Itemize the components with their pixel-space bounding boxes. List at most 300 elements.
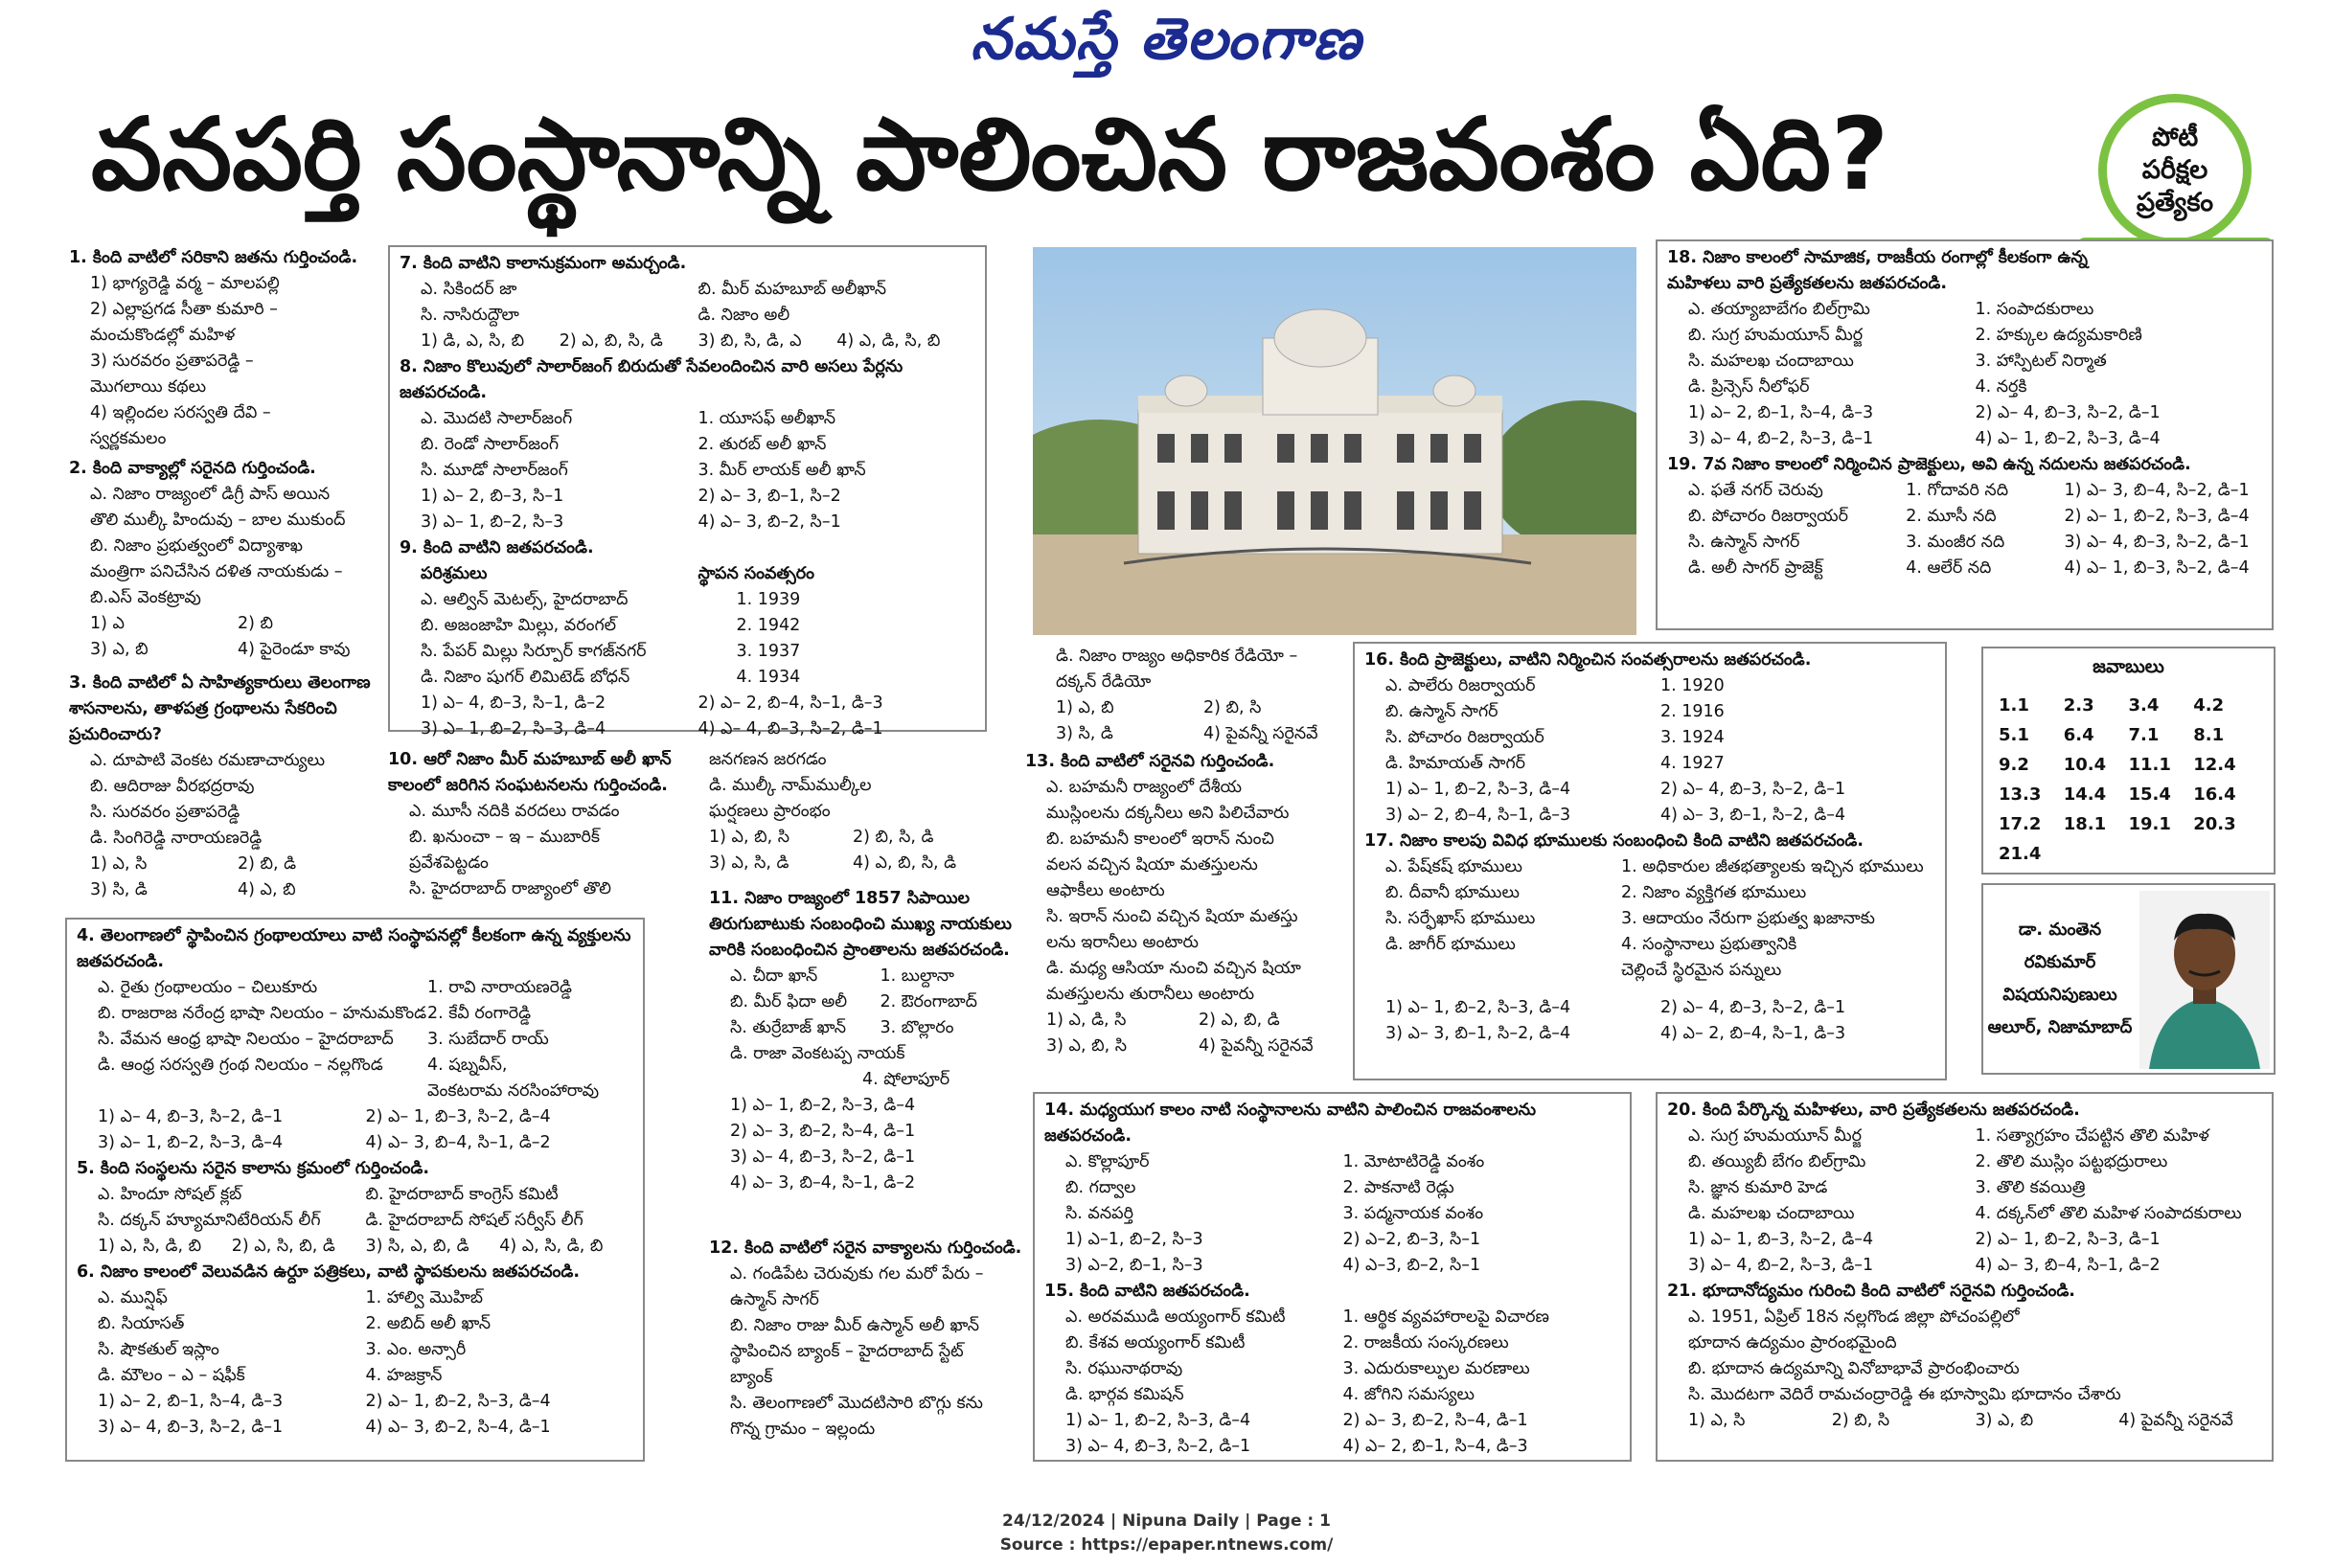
statement: బి. ఆదిరాజు వీరభద్రరావు [90, 777, 255, 796]
author-place: ఆలూర్, నిజామాబాద్ [1987, 1017, 2133, 1037]
option: 1) ఎ– 1, బి–2, సి–3, డి–4 [730, 1096, 916, 1115]
option: 2) బి [238, 614, 274, 633]
option: 2) ఎ– 3, బి–1, సి–2 [698, 487, 841, 506]
answer: 16.4 [2193, 784, 2236, 805]
question-title: 21. భూదానోద్యమం గురించి కింది వాటిలో సరైనవి గుర్తించండి. [1667, 1282, 2075, 1301]
option: 2) ఎ– 4, బి–3, సి–2, డి–1 [1660, 998, 1846, 1017]
item: 2. కేవీ రంగారెడ్డి [427, 1004, 532, 1023]
question-box-4-6 [65, 918, 645, 1462]
item: 3. సుబేదార్ రాయ్ [427, 1030, 549, 1049]
statement: ఎ. 1951, ఏప్రిల్ 18న నల్లగొండ జిల్లా పోచంపల్లిలో [1688, 1307, 2020, 1327]
item: బి. పోచారం రిజర్వాయర్ [1688, 507, 1849, 526]
statement: డి. సింగిరెడ్డి నారాయణరెడ్డి [90, 829, 263, 848]
footer-date: 24/12/2024 | Nipuna Daily | Page : 1 [1002, 1511, 1331, 1531]
statement: సి. ఇరాన్ నుంచి వచ్చిన షియా మతస్తు [1046, 907, 1298, 926]
item: 2. అబిద్ అలీ ఖాన్ [365, 1314, 492, 1333]
question-title: 5. కింది సంస్థలను సరైన కాలాను క్రమంలో గుర్తించండి. [77, 1159, 429, 1178]
item: సి. తుర్రేబాజ్ ఖాన్ [730, 1018, 847, 1037]
item: 3. మీర్ లాయక్ అలీ ఖాన్ [698, 461, 866, 480]
item: 2. తురబ్ అలీ ఖాన్ [698, 435, 827, 454]
author-role: విషయనిపుణులు [2002, 985, 2117, 1005]
answer: 13.3 [1999, 784, 2042, 805]
item: డి. హైదరాబాద్ సోషల్ సర్వీస్ లీగ్ [365, 1211, 583, 1230]
option: 4) ఎ– 3, బి–4, సి–1, డి–2 [365, 1133, 551, 1152]
answer: 11.1 [2128, 755, 2171, 775]
item: 3. తొలి కవయిత్రి [1975, 1178, 2086, 1197]
badge-line: పోటీ [2151, 123, 2199, 152]
question-title: 17. నిజాం కాలపు వివిధ భూములకు సంబంధించి కింది వాటిని జతపరచండి. [1364, 831, 1864, 851]
answer: 5.1 [1999, 725, 2029, 745]
option: 3) ఎ, బి, సి [1046, 1036, 1127, 1056]
item [98, 1079, 427, 1104]
item: 1. ఆర్థిక వ్యవహారాలపై విచారణ [1342, 1307, 1549, 1327]
question-title: 16. కింది ప్రాజెక్టులు, వాటిని నిర్మించిన సంవత్సరాలను జతపరచండి. [1364, 650, 1812, 670]
item: ఎ. పాలేరు రిజర్వాయర్ [1385, 676, 1536, 695]
item: డి. నిజాం అలీ [698, 306, 790, 325]
answer: 17.2 [1999, 814, 2042, 834]
option: 4) ఎ– 3, బి–2, సి–4, డి–1 [365, 1418, 551, 1437]
item: ఎ. కొల్లాపూర్ [1065, 1152, 1150, 1171]
item: 1. యూసఫ్ అలీఖాన్ [698, 409, 836, 428]
option: 2) బి, సి [1203, 698, 1262, 717]
item: సి. ఉస్మాన్ సాగర్ [1688, 533, 1800, 552]
item: 2. మూసీ నది [1906, 507, 1997, 526]
option: 1) ఎ, సి [1688, 1411, 1746, 1430]
item [1385, 958, 1621, 984]
statement: జనగణన జరగడం [709, 750, 827, 769]
question-title: 3. కింది వాటిలో ఏ సాహిత్యకారులు తెలంగాణ శాసనాలను, తాళపత్ర గ్రంథాలను సేకరించి ప్రచురించారు? [69, 673, 371, 744]
item: 1. 1920 [1660, 676, 1725, 695]
question-title: 2. కింది వాక్యాల్లో సరైనది గుర్తించండి. [69, 459, 316, 478]
option: 3) ఎ– 1, బి–2, సి–3 [421, 512, 564, 532]
option: 2) ఎ– 1, బి–3, సి–2, డి–4 [365, 1107, 551, 1126]
item: డి. మహలఖ చందాబాయి [1688, 1204, 1855, 1223]
masthead: నమస్తే తెలంగాణ [970, 6, 1363, 73]
statement: బి. ఖనుంచా – ఇ – ముబారిక్ [409, 828, 600, 847]
item: 1. 1939 [736, 590, 801, 609]
item: 4. నర్తకి [1975, 377, 2027, 397]
option: 3) సి, డి [90, 880, 148, 899]
statement: సి. తెలంగాణలో మొదటిసారి బొగ్గు కను [730, 1394, 983, 1413]
item: 3. హాస్పిటల్ నిర్మాత [1975, 352, 2107, 371]
statement: ఆఫాకీలు అంటారు [1046, 881, 1165, 900]
item: బి. సుగ్ర హుమయూన్ మీర్జ [1688, 326, 1864, 345]
item: 1. అధికారుల జీతభత్యాలకు ఇచ్చిన భూములు [1621, 857, 1924, 876]
item: 2. నిజాం వ్యక్తిగత భూములు [1621, 883, 1807, 902]
item: డి. మౌలం – ఎ – షఫీక్ [98, 1366, 245, 1385]
option: 2) ఎల్లాప్రగడ సీతా కుమారి – [90, 300, 278, 319]
question-3 [69, 670, 385, 903]
statement: గొన్న గ్రామం – ఇల్లందు [730, 1420, 876, 1439]
answer: 18.1 [2063, 814, 2107, 834]
item: సి. రఘునాథరావు [1065, 1359, 1183, 1378]
option: 2) బి, డి [238, 854, 297, 874]
statement: స్థాపించిన బ్యాంక్ – హైదరాబాద్ స్టేట్ [730, 1342, 964, 1361]
item: 1. గోదావరి నది [1906, 481, 2009, 500]
option: 4) ఎ, డి, సి, బి [836, 331, 941, 351]
option: 3) ఎ, బి [1975, 1411, 2034, 1430]
item: 1. రావి నారాయణరెడ్డి [427, 978, 572, 997]
question-title: 11. నిజాం రాజ్యంలో 1857 సిపాయిల తిరుగుబాటుకు సంబంధించి ముఖ్య నాయకులు వారికి సంబంధించిన ప్రాంతాలను జతపరచండి. [709, 889, 1012, 960]
item: ఎ. సుగ్ర హుమయూన్ మీర్జ [1688, 1126, 1863, 1146]
statement: డి. ముల్కీ నామ్‌ముల్కీల [709, 776, 872, 795]
item: 3. 1924 [1660, 728, 1725, 747]
item: వెంకటరామ నరసింహారావు [427, 1081, 600, 1101]
statement: ప్రవేశపెట్టడం [409, 853, 489, 873]
answer: 4.2 [2193, 695, 2225, 716]
item: డి. అలీ సాగర్ ప్రాజెక్ట్ [1688, 558, 1823, 578]
option: 1) ఎ– 2, బి–3, సి–1 [421, 487, 564, 506]
item: 4. సంస్థానాలు ప్రభుత్వానికి [1621, 935, 1797, 954]
item: 4. 1934 [736, 668, 801, 687]
question-title: 9. కింది వాటిని జతపరచండి. [400, 538, 594, 557]
statement: మతస్తులను తురానీలు అంటారు [1046, 985, 1255, 1004]
option: 4) ఎ, బి [238, 880, 296, 899]
item: 1. సత్యాగ్రహం చేపట్టిన తొలి మహిళ [1975, 1126, 2209, 1146]
item: సి. సర్ఫేఖాస్ భూములు [1385, 909, 1536, 928]
statement: ఎ. మూసీ నదికి వరదలు రావడం [409, 802, 620, 821]
author-avatar [2139, 891, 2270, 1069]
option: 4) ఎ– 2, బి–1, సి–4, డి–3 [1342, 1437, 1528, 1456]
question-title: 13. కింది వాటిలో సరైనవి గుర్తించండి. [1025, 752, 1275, 771]
answers-box [1981, 647, 2276, 875]
question-2 [69, 456, 385, 663]
statement: బి. నిజాం రాజు మీర్ ఉస్మాన్ అలీ ఖాన్ [730, 1316, 979, 1335]
answer: 12.4 [2193, 755, 2236, 775]
statement: వలస వచ్చిన షియా మతస్తులను [1046, 855, 1258, 875]
item: 4. దక్కన్‌లో తొలి మహిళ సంపాదకురాలు [1975, 1204, 2242, 1223]
vanaparthy-palace-image [1033, 247, 1636, 635]
option: 3) సురవరం ప్రతాపరెడ్డి – [90, 352, 254, 371]
statement: ఉస్మాన్ సాగర్ [730, 1290, 819, 1309]
column-header: స్థాపన సంవత్సరం [698, 564, 815, 583]
statement: బ్యాంక్ [730, 1368, 773, 1387]
item: 3. మంజీర నది [1906, 533, 2005, 552]
question-title: 4. తెలంగాణలో స్థాపించిన గ్రంథాలయాలు వాటి సంస్థాపనల్లో కీలకంగా ఉన్న వ్యక్తులను జతపరచండి. [77, 926, 631, 971]
option: 1) ఎ, సి, డి, బి [98, 1237, 202, 1256]
item: డి. ప్రిన్సెస్ నీలోఫర్ [1688, 377, 1810, 397]
answers-title: జవాబులు [2093, 656, 2164, 677]
answer: 8.1 [2193, 725, 2225, 745]
option: 3) ఎ– 2, బి–4, సి–1, డి–3 [1385, 806, 1571, 825]
option: 3) ఎ–2, బి–1, సి–3 [1065, 1256, 1203, 1275]
item: 2. రాజకీయ సంస్కరణలు [1342, 1333, 1509, 1352]
statement: బి. బహమనీ కాలంలో ఇరాన్ నుంచి [1046, 829, 1274, 849]
option: 3) ఎ– 4, బి–2, సి–3, డి–1 [1688, 1256, 1874, 1275]
answer: 19.1 [2128, 814, 2171, 834]
answer: 15.4 [2128, 784, 2171, 805]
statement: ఎ. నిజాం రాజ్యంలో డిగ్రీ పాస్ అయిన [90, 485, 331, 504]
option: 1) ఎ– 1, బి–2, సి–3, డి–4 [1385, 998, 1571, 1017]
footer-source[interactable]: Source : https://epaper.ntnews.com/ [999, 1535, 1334, 1555]
option: 4) ఎ– 4, బి–3, సి–2, డి–1 [698, 719, 883, 739]
option: 4) ఎ– 3, బి–1, సి–2, డి–4 [1660, 806, 1846, 825]
option: 1) డి, ఎ, సి, బి [421, 331, 525, 351]
palace-photo [1033, 247, 1636, 635]
statement: తొలి ముల్కీ హిందువు – బాల ముకుంద్ [90, 511, 346, 530]
option: 3) సి, ఎ, బి, డి [365, 1237, 469, 1256]
option: 4) ఎ– 1, బి–3, సి–2, డి–4 [2064, 558, 2250, 578]
option: 4) ఎ– 1, బి–2, సి–3, డి–4 [1975, 429, 2161, 448]
answer: 6.4 [2063, 725, 2094, 745]
question-title: 20. కింది పేర్కొన్న మహిళలు, వారి ప్రత్యేకతలను జతపరచండి. [1667, 1101, 2080, 1120]
statement: లను ఇరానీలు అంటారు [1046, 933, 1199, 952]
option: 2) ఎ, బి, డి [1199, 1011, 1280, 1030]
statement: బి. భూదాన ఉద్యమాన్ని వినోబాభావే ప్రారంభించారు [1688, 1359, 2020, 1378]
option: 2) ఎ– 4, బి–3, సి–2, డి–1 [1975, 403, 2161, 422]
option: 1) ఎ– 4, బి–3, సి–1, డి–2 [421, 693, 606, 713]
answer: 3.4 [2128, 695, 2160, 716]
item: సి. పోచారం రిజర్వాయర్ [1385, 728, 1544, 747]
option: 3) ఎ– 1, బి–2, సి–3, డి–4 [98, 1133, 284, 1152]
option: 1) ఎ [90, 614, 125, 633]
item: ఎ. సికిందర్ జా [421, 280, 517, 299]
question-title: 1. కింది వాటిలో సరికాని జతను గుర్తించండి. [69, 248, 358, 267]
option: స్వర్ణకమలం [90, 429, 167, 448]
badge-line: పరీక్షల [2141, 155, 2208, 185]
statement: ఎ. దూపాటి వెంకట రమణాచార్యులు [90, 751, 326, 770]
item: బి. రాజరాజ నరేంద్ర భాషా నిలయం – హనుమకొండ [98, 1004, 427, 1023]
option: 3) ఎ– 1, బి–2, సి–3, డి–4 [421, 719, 606, 739]
option: 2) ఎ– 4, బి–3, సి–2, డి–1 [1660, 780, 1846, 799]
special-badge [2098, 94, 2252, 247]
answer: 2.3 [2063, 695, 2094, 716]
item: 3. బొల్లారం [880, 1018, 954, 1037]
item: 2. 1942 [736, 616, 801, 635]
item: 1. సంపాదకురాలు [1975, 300, 2094, 319]
item: 4. ఆలేర్ నది [1906, 558, 1992, 578]
option: మొగలాయి కథలు [90, 377, 207, 397]
item: 3. ఎదురుకాల్పుల మరణాలు [1342, 1359, 1530, 1378]
option: 3) ఎ– 3, బి–1, సి–2, డి–4 [1385, 1024, 1571, 1043]
item: సి. పేపర్ మిల్లు సిర్పూర్ కాగజ్‌నగర్ [421, 642, 647, 661]
option: 4) ఎ, సి, డి, బి [499, 1237, 604, 1256]
option: 1) ఎ, డి, సి [1046, 1011, 1127, 1030]
item: 4. 1927 [1660, 754, 1725, 773]
option: 1) భాగ్యరెడ్డి వర్మ – మాలపల్లి [90, 274, 280, 293]
item: 2. పాకనాటి రెడ్లు [1342, 1178, 1454, 1197]
question-10-cont [709, 747, 996, 876]
item: డి. ఆంధ్ర సరస్వతి గ్రంథ నిలయం – నల్లగొండ [98, 1056, 383, 1075]
author-box [1981, 883, 2276, 1075]
option: 4) ఇల్లిందల సరస్వతి దేవి – [90, 403, 271, 422]
option: 2) ఎ, సి, బి, డి [231, 1237, 335, 1256]
item: సి. దక్కన్ హ్యూమానిటేరియన్ లీగ్ [98, 1211, 321, 1230]
item: బి. గద్వాల [1065, 1178, 1136, 1197]
question-box-20-21 [1656, 1092, 2274, 1462]
answer: 1.1 [1999, 695, 2029, 716]
question-title: 6. నిజాం కాలంలో వెలువడిన ఉర్దూ పత్రికలు, వాటి స్థాపకులను జతపరచండి. [77, 1262, 581, 1282]
option: 1) ఎ– 4, బి–3, సి–2, డి–1 [98, 1107, 284, 1126]
option: 1) ఎ– 1, బి–3, సి–2, డి–4 [1688, 1230, 1874, 1249]
item: 1. మోటాటిరెడ్డి వంశం [1342, 1152, 1485, 1171]
statement: భూదాన ఉద్యమం ప్రారంభమైంది [1688, 1333, 1897, 1352]
question-title: 8. నిజాం కొలువులో సాలార్‌జంగ్ బిరుదుతో సేవలందించిన వారి అసలు పేర్లను జతపరచండి. [400, 357, 903, 402]
item: బి. ఉస్మాన్ సాగర్ [1385, 702, 1498, 721]
item: బి. కేశవ అయ్యంగార్ కమిటీ [1065, 1333, 1246, 1352]
option: 3) ఎ– 4, బి–3, సి–2, డి–1 [1065, 1437, 1251, 1456]
author-name: రవికుమార్ [2024, 952, 2096, 972]
item: చెల్లించే స్థిరమైన పన్నులు [1621, 961, 1782, 980]
item: ఎ. తయ్యాబాబేగం బిల్‌గ్రామి [1688, 300, 1870, 319]
option: 1) ఎ, బి [1056, 698, 1114, 717]
item: ఎ. ఆల్విన్ మెటల్స్, హైదరాబాద్ [421, 590, 629, 609]
item: డి. రాజా వెంకటప్ప నాయక్ [730, 1044, 905, 1063]
question-13 [1025, 749, 1351, 1059]
question-box-16-17 [1353, 642, 1947, 1080]
option: 2) ఎ–2, బి–3, సి–1 [1342, 1230, 1481, 1249]
item: 3. ఎం. అన్సారీ [365, 1340, 467, 1359]
option: 2) బి, సి [1831, 1411, 1890, 1430]
question-title: 19. 7వ నిజాం కాలంలో నిర్మించిన ప్రాజెక్టులు, అవి ఉన్న నదులను జతపరచండి. [1667, 455, 2191, 474]
statement: సి. సురవరం ప్రతాపరెడ్డి [90, 803, 240, 822]
option: 4) పైవన్నీ సరైనవే [1199, 1036, 1314, 1056]
item: ఎ. చీదా ఖాన్ [730, 966, 818, 986]
answer: 14.4 [2063, 784, 2107, 805]
option: 3) సి, డి [1056, 724, 1113, 743]
question-title: 7. కింది వాటిని కాలానుక్రమంగా అమర్చండి. [400, 254, 687, 273]
option: 3) ఎ– 4, బి–3, సి–2, డి–1 [98, 1418, 284, 1437]
option: 4) ఎ– 3, బి–4, సి–1, డి–2 [730, 1173, 916, 1193]
badge-line: ప్రత్యేకం [2136, 188, 2214, 217]
question-12 [709, 1236, 1030, 1443]
statement: బి.ఎస్ వెంకట్రావు [90, 588, 201, 607]
item: 1. బుల్దానా [880, 966, 954, 986]
option: 3) ఎ– 4, బి–3, సి–2, డి–1 [2064, 533, 2250, 552]
item: 1. హాల్వి మొహిబ్ [365, 1288, 484, 1307]
question-title: 18. నిజాం కాలంలో సామాజిక, రాజకీయ రంగాల్లో కీలకంగా ఉన్న మహిళలు వారి ప్రత్యేకతలను జతపరచండి. [1667, 248, 2088, 293]
question-1 [69, 245, 385, 452]
item: 2. హక్కుల ఉద్యమకారిణి [1975, 326, 2142, 345]
item: బి. రెండో సాలార్‌జంగ్ [421, 435, 560, 454]
option: మంచుకొండల్లో మహిళ [90, 326, 236, 345]
author-name: డా. మంతెన [2018, 920, 2102, 940]
option: 2) ఎ– 3, బి–2, సి–4, డి–1 [730, 1122, 916, 1141]
item: సి. జ్ఞాన కుమారి హెడ [1688, 1178, 1828, 1197]
item: 3. 1937 [736, 642, 801, 661]
question-title: 12. కింది వాటిలో సరైన వాక్యాలను గుర్తించండి. [709, 1238, 1022, 1258]
option: 4) పైరెండూ కావు [238, 640, 351, 659]
statement: ముస్లింలను దక్కనీలు అని పిలిచేవారు [1046, 804, 1290, 823]
option: 2) ఎ– 1, బి–2, సి–3, డి–1 [1975, 1230, 2161, 1249]
item: సి. మహలఖ చందాబాయి [1688, 352, 1854, 371]
option: 2) ఎ, బి, సి, డి [559, 331, 663, 351]
item: 4. హజక్రాన్ [365, 1366, 443, 1385]
item: ఎ. మున్షిఫ్ [98, 1288, 168, 1307]
option: 3) ఎ, బి [90, 640, 149, 659]
item: బి. తయ్యిబీ బేగం బిల్‌గ్రామి [1688, 1152, 1866, 1171]
statement: ఘర్షణలు ప్రారంభం [709, 802, 831, 821]
item: 2. 1916 [1660, 702, 1725, 721]
item: 2. ఔరంగాబాద్ [880, 992, 978, 1011]
answer: 10.4 [2063, 755, 2107, 775]
item: సి. వేమన ఆంధ్ర భాషా నిలయం – హైదరాబాద్ [98, 1030, 394, 1049]
option: 4) ఎ– 3, బి–4, సి–1, డి–2 [1975, 1256, 2161, 1275]
option: 2) బి, సి, డి [853, 828, 934, 847]
item: డి. జాగీర్ భూములు [1385, 935, 1516, 954]
item: ఎ. పేష్‌కష్ భూములు [1385, 857, 1522, 876]
item: బి. మీర్ ఫిదా అలీ [730, 992, 848, 1011]
option: 2) ఎ– 1, బి–2, సి–3, డి–4 [365, 1392, 551, 1411]
item: బి. మీర్ మహబూబ్ అలీఖాన్ [698, 280, 886, 299]
statement: సి. హైదరాబాద్ రాజ్యాంలో తొలి [409, 879, 611, 898]
option: 1) ఎ– 1, బి–2, సి–3, డి–4 [1385, 780, 1571, 799]
option: 1) ఎ– 3, బి–4, సి–2, డి–1 [2064, 481, 2250, 500]
question-10 [388, 747, 704, 902]
item: ఎ. ఫతే నగర్ చెరువు [1688, 481, 1823, 500]
answers-grid [1983, 682, 2274, 877]
item: బి. దీవానీ భూములు [1385, 883, 1520, 902]
question-12-cont [1035, 644, 1351, 747]
option: 1) ఎ, బి, సి [709, 828, 789, 847]
question-title: 14. మధ్యయుగ కాలం నాటి సంస్థానాలను వాటిని పాలించిన రాజవంశాలను జతపరచండి. [1044, 1101, 1537, 1146]
question-title: 10. ఆరో నిజాం మీర్ మహబూబ్ అలీ ఖాన్ కాలంలో జరిగిన సంఘటనలను గుర్తించండి. [388, 750, 672, 795]
headline: వనపర్తి సంస్థానాన్ని పాలించిన రాజవంశం ఏది? [91, 96, 1889, 213]
item: డి. నిజాం షుగర్ లిమిటెడ్ బోధన్ [421, 668, 630, 687]
statement: మంత్రిగా పనిచేసిన దళిత నాయకుడు – [90, 562, 343, 581]
item: ఎ. అరవముడి అయ్యంగార్ కమిటీ [1065, 1307, 1286, 1327]
statement: బి. నిజాం ప్రభుత్వంలో విద్యాశాఖ [90, 536, 303, 556]
answer: 21.4 [1999, 844, 2042, 864]
option: 2) ఎ– 3, బి–2, సి–4, డి–1 [1342, 1411, 1528, 1430]
option: 3) ఎ– 4, బి–2, సి–3, డి–1 [1688, 429, 1874, 448]
item: డి. భార్గవ కమిషన్ [1065, 1385, 1184, 1404]
answer: 9.2 [1999, 755, 2029, 775]
statement: సి. మొదటగా వెదిరే రామచంద్రారెడ్డి ఈ భూస్వామి భూదానం చేశారు [1688, 1385, 2121, 1404]
item: సి. వనపర్తి [1065, 1204, 1133, 1223]
option: 4) ఎ, బి, సి, డి [853, 853, 957, 873]
option: 4) పైవన్నీ సరైనవే [2118, 1411, 2233, 1430]
item: సి. నాసిరుద్దౌలా [421, 306, 519, 325]
question-box-7-9 [388, 245, 987, 739]
question-title: 15. కింది వాటిని జతపరచండి. [1044, 1282, 1250, 1301]
option: 3) ఎ– 4, బి–3, సి–2, డి–1 [730, 1148, 916, 1167]
option: 4) పైవన్నీ సరైనవే [1203, 724, 1318, 743]
option: 3) బి, సి, డి, ఎ [698, 331, 802, 351]
statement: దక్కన్ రేడియో [1056, 672, 1152, 692]
item: 3. ఆదాయం నేరుగా ప్రభుత్వ ఖజానాకు [1621, 909, 1875, 928]
item: బి. హైదరాబాద్ కాంగ్రెస్ కమిటీ [365, 1185, 559, 1204]
item: 3. పద్మనాయక వంశం [1342, 1204, 1484, 1223]
option: 1) ఎ, సి [90, 854, 148, 874]
option: 3) ఎ, సి, డి [709, 853, 789, 873]
item: 4. షోలాపూర్ [862, 1070, 950, 1089]
option: 1) ఎ– 1, బి–2, సి–3, డి–4 [1065, 1411, 1251, 1430]
option: 1) ఎ– 2, బి–1, సి–4, డి–3 [98, 1392, 284, 1411]
option: 2) ఎ– 2, బి–4, సి–1, డి–3 [698, 693, 883, 713]
answer: 7.1 [2128, 725, 2160, 745]
item: బి. సియాసత్ [98, 1314, 185, 1333]
statement: ఎ. బహమనీ రాజ్యంలో దేశీయ [1046, 778, 1243, 797]
item: ఎ. రైతు గ్రంథాలయం – చిలుకూరు [98, 978, 318, 997]
item: ఎ. మొదటి సాలార్‌జంగ్ [421, 409, 573, 428]
statement: డి. నిజాం రాజ్యం అధికారిక రేడియో – [1056, 647, 1298, 666]
statement: ఎ. గండిపేట చెరువుకు గల మరో పేరు – [730, 1264, 984, 1284]
item: 4. జోగిని సమస్యలు [1342, 1385, 1475, 1404]
option: 1) ఎ–1, బి–2, సి–3 [1065, 1230, 1203, 1249]
item: 2. తొలి ముస్లిం పట్టభద్రురాలు [1975, 1152, 2168, 1171]
statement: డి. మధ్య ఆసియా నుంచి వచ్చిన షియా [1046, 959, 1301, 978]
question-box-14-15 [1033, 1092, 1632, 1462]
item: ఎ. హిందూ సోషల్ క్లబ్ [98, 1185, 242, 1204]
option: 2) ఎ– 1, బి–2, సి–3, డి–4 [2064, 507, 2250, 526]
option: 4) ఎ–3, బి–2, సి–1 [1342, 1256, 1481, 1275]
option: 4) ఎ– 3, బి–2, సి–1 [698, 512, 841, 532]
item: సి. మూడో సాలార్‌జంగ్ [421, 461, 568, 480]
option: 4) ఎ– 2, బి–4, సి–1, డి–3 [1660, 1024, 1846, 1043]
item: 4. షబ్నవీస్, [427, 1056, 508, 1075]
question-11 [709, 886, 1030, 1196]
